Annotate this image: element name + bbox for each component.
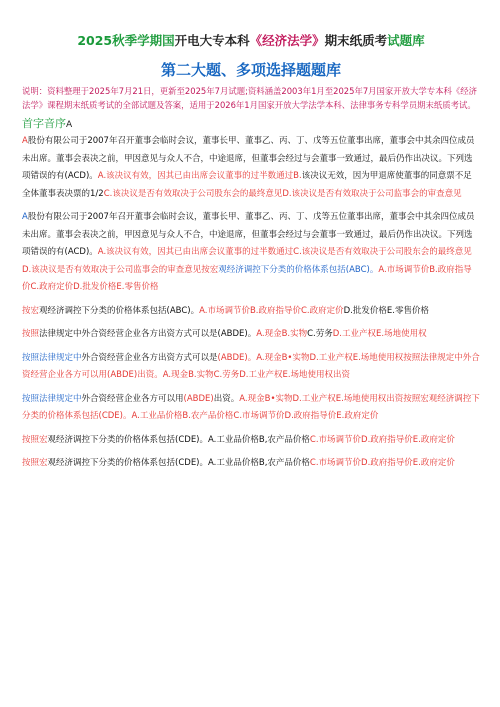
- question-item-3: [22, 303, 480, 321]
- pinyin-section-label: [22, 116, 480, 133]
- title-school: 开电大专本科: [174, 33, 250, 48]
- question-item-7: [22, 432, 480, 450]
- section-label-text: 首字音序: [22, 117, 66, 130]
- title-year: 2025: [77, 33, 113, 48]
- question-item-8: [22, 455, 480, 473]
- answer-option: A.市场调节价B.政府指导价C.政府定价D.批发价格E.零售价格: [22, 264, 472, 292]
- title-bank: 试题库: [387, 33, 425, 48]
- question-lead: 按宏: [22, 305, 40, 316]
- answer-option: A.现金B•实物D.工业产权E.场地使用权出资按照宏观经济调控下分类的价格体系包括(CDE)。A.工业品价格B.农产品价格C.市场调节价D.政府指导价E.政府定价: [22, 393, 480, 421]
- answer-option: C.市场调节价D.政府指导价: [309, 434, 413, 445]
- title-course: 《经济法学》: [249, 33, 325, 48]
- answer-option: 该决议无效，因为甲退席使董事的同意票不足全体董事表决票的1/2: [22, 171, 472, 199]
- question-stem: 法律规定中外合资经营企业各方出资方式可以是(ABDE)。: [39, 329, 257, 339]
- page-title: [22, 32, 480, 50]
- question-stem: 股份有限公司于2007年召开董事会临时会议，董事长甲、董事乙、丙、丁、戊等五位董事出席，董事会中其余四位成员未出席。董事会表决之前，甲因意见与众人不合，中途退席，但董事会经过与会董事一致通过，最后仍作出决议。下列选项错误的有(ACD)。: [22, 212, 475, 257]
- answer-option: (ABDE): [183, 393, 214, 404]
- question-stem: 外合资经营企业各方出资方式可以是: [81, 352, 218, 363]
- question-lead: 按照法律规定中: [22, 393, 82, 404]
- question-lead: 按照法律规定中: [22, 352, 82, 363]
- question-stem: 观经济调控下分类的价格体系包括(CDE)。A.工业品价格B,农产品价格: [47, 434, 310, 445]
- answer-option: A.该决议有效，因其已由出席会议董事的过半数通过B.: [97, 171, 302, 181]
- question-lead: 按照: [22, 329, 40, 339]
- question-lead: A: [22, 136, 28, 146]
- answer-option: (ABDE)。: [217, 352, 257, 363]
- answer-option: D.工业产权E.场地使用权: [332, 329, 427, 339]
- question-item-2: [22, 209, 480, 297]
- question-lead: A: [22, 212, 28, 222]
- answer-option: C.该决议是否有效取决于公司股东会的最终意见D.该决议是否有效取决于公司监事会的审查意见: [103, 188, 462, 199]
- answer-option: E.政府定价: [412, 458, 455, 468]
- question-item-1: [22, 133, 480, 203]
- question-item-4: [22, 326, 480, 344]
- question-item-5: [22, 350, 480, 385]
- question-stem: 观经济调控下分类的价格体系包括(ABC)。: [39, 305, 200, 316]
- answer-option: C.市场调节价D.政府指导价: [309, 458, 413, 468]
- question-list: [22, 133, 480, 473]
- answer-option: A.现金B•实物D.工业产权E.场地使用权按照法律规定中外合资经营企业各方可以用(ABDE)出资。A.现金B.实物C.劳务D.工业产权E.场地使用权出资: [22, 352, 480, 380]
- question-lead: 按照宏: [22, 434, 48, 445]
- question-stem: 外合资经营企业各方可以用: [81, 393, 184, 404]
- section-heading: 第二大题、多项选择题题库: [160, 61, 341, 79]
- answer-option: E.政府定价: [412, 434, 455, 445]
- answer-option: C.劳务: [307, 329, 333, 339]
- answer-option: A.现金B.实物: [256, 329, 308, 339]
- question-stem: 观经济调控下分类的价格体系包括(CDE)。A.工业品价格B,农产品价格: [47, 458, 310, 468]
- question-item-6: [22, 391, 480, 426]
- answer-option: A.该决议有效，因其已由出席会议董事的过半数通过C.该决议是否有效取决于公司股东会的最终意见D.该决议是否有效取决于公司监事会的审查意见按宏: [22, 247, 472, 275]
- title-exam: 期末纸质考: [324, 33, 388, 48]
- description-note: 说明：资料整理于2025年7月21日，更新至2025年7月试题;资料涵盖2003年1月至2025年7月国家开放大学专本科《经济法学》课程期末纸质考试的全部试题及答案，适用于2026年1月国家开放大学法学本科、法律事务专科学员期末纸质考试。: [22, 86, 478, 110]
- question-lead: 按照宏: [22, 458, 48, 468]
- title-term: 秋季学期国: [112, 33, 175, 48]
- question-stem: 股份有限公司于2007年召开董事会临时会议，董事长甲、董事乙、丙、丁、戊等五位董事出席，董事会中其余四位成员未出席。董事会表决之前，甲因意见与众人不合，中途退席，但董事会经过与会董事一致通过，最后仍作出决议。下列选项错误的有(ACD)。: [22, 136, 475, 181]
- answer-option: 出资。: [213, 393, 240, 404]
- answer-option: 观经济调控下分类的价格体系包括(ABC)。: [218, 264, 379, 275]
- answer-option: A.市场调节价B.政府指导价C.政府定价: [199, 305, 344, 316]
- section-letter: A: [66, 120, 73, 130]
- answer-option: D.批发价格E.零售价格: [343, 305, 429, 316]
